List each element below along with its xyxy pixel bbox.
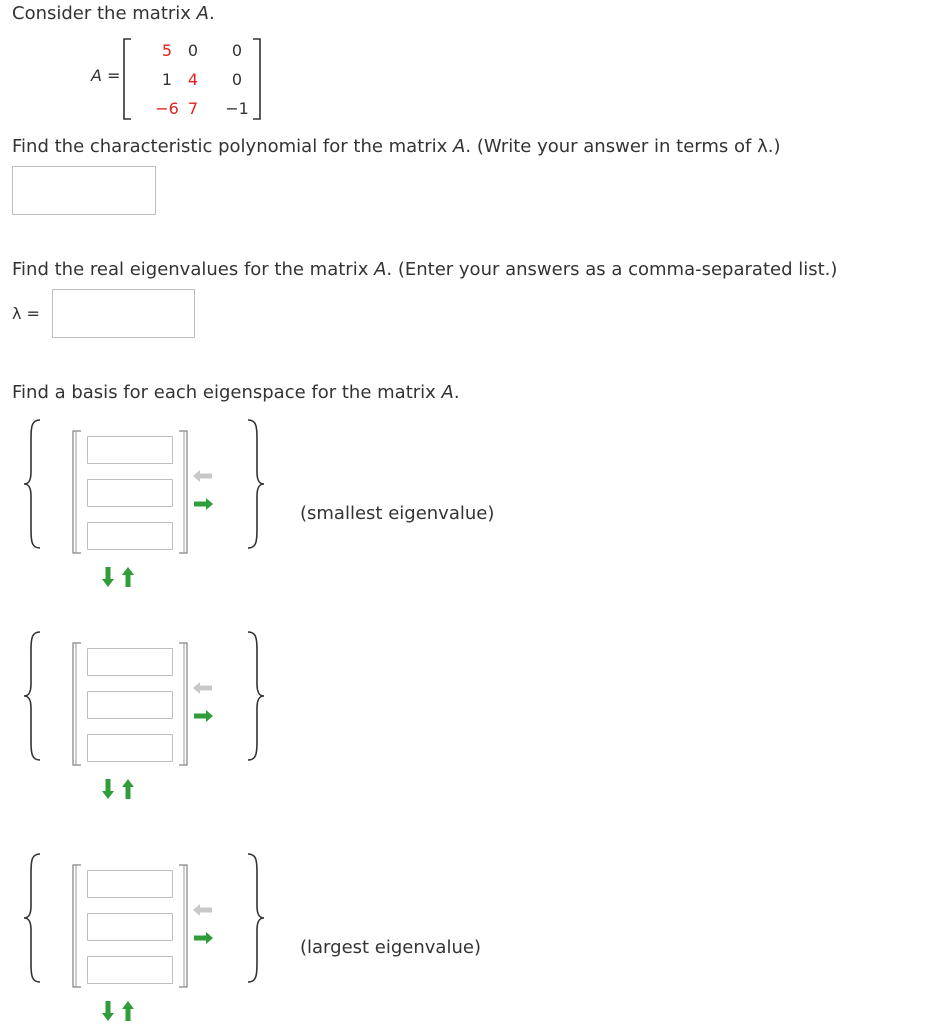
matrix-cell-r1-c2: 0 — [187, 41, 199, 60]
lambda-label — [12, 304, 40, 323]
matrix-left-bracket — [122, 38, 132, 120]
set-right-brace — [246, 630, 266, 762]
char-poly-input[interactable] — [12, 166, 156, 215]
q1-text-a: Find the characteristic polynomial for the matrix — [12, 136, 454, 157]
q3-var: A — [441, 382, 454, 403]
eigenvector-1-component-3[interactable] — [87, 522, 173, 550]
eigenvector-1-component-1[interactable] — [87, 436, 173, 464]
eigenspace-note: (smallest eigenvalue) — [300, 503, 495, 524]
set-left-brace — [22, 630, 42, 762]
q1-var: A — [453, 136, 466, 157]
set-right-brace — [246, 418, 266, 550]
eigenspace-note: (largest eigenvalue) — [300, 937, 481, 958]
q2-var: A — [374, 259, 387, 280]
add-row-arrow-icon[interactable] — [101, 1000, 115, 1022]
matrix-cell-r3-c3: −1 — [225, 99, 249, 118]
q2-text-a: Find the real eigenvalues for the matrix — [12, 259, 375, 280]
matrix-right-bracket — [252, 38, 262, 120]
intro-text — [12, 3, 215, 24]
eigenvector-3-component-3[interactable] — [87, 956, 173, 984]
q3-text-a: Find a basis for each eigenspace for the matrix — [12, 382, 442, 403]
remove-row-arrow-icon[interactable] — [121, 778, 135, 800]
add-row-arrow-icon[interactable] — [101, 566, 115, 588]
add-column-arrow-icon[interactable] — [192, 709, 214, 723]
eigenvalues-input[interactable] — [52, 289, 195, 338]
remove-column-arrow-icon[interactable] — [192, 469, 214, 483]
eigenvector-2-component-2[interactable] — [87, 691, 173, 719]
q2-text-b: . (Enter your answers as a comma-separated list.) — [386, 259, 838, 280]
lambda-label-text: λ = — [12, 304, 40, 323]
add-column-arrow-icon[interactable] — [192, 931, 214, 945]
matrix-cell-r3-c2: 7 — [187, 99, 199, 118]
question-eigenspace — [12, 382, 460, 403]
eigenvector-3-component-1[interactable] — [87, 870, 173, 898]
matrix-cell-r2-c1: 1 — [161, 70, 173, 89]
set-right-brace — [246, 852, 266, 984]
set-left-brace — [22, 418, 42, 550]
eigenvector-1-component-2[interactable] — [87, 479, 173, 507]
remove-column-arrow-icon[interactable] — [192, 903, 214, 917]
matrix-label-text: A = — [91, 66, 121, 85]
q3-text-b: . — [453, 382, 460, 403]
add-row-arrow-icon[interactable] — [101, 778, 115, 800]
question-eigenvalues — [12, 259, 837, 280]
matrix-cell-r1-c3: 0 — [231, 41, 243, 60]
matrix-cell-r2-c2: 4 — [187, 70, 199, 89]
intro-var: A — [196, 3, 209, 24]
intro-end: . — [208, 3, 215, 24]
eigenvector-3-component-2[interactable] — [87, 913, 173, 941]
add-column-arrow-icon[interactable] — [192, 497, 214, 511]
matrix-label — [91, 66, 120, 85]
remove-row-arrow-icon[interactable] — [121, 1000, 135, 1022]
matrix-cell-r2-c3: 0 — [231, 70, 243, 89]
question-char-poly — [12, 136, 780, 157]
eigenvector-2-component-1[interactable] — [87, 648, 173, 676]
set-left-brace — [22, 852, 42, 984]
matrix-cell-r1-c1: 5 — [161, 41, 173, 60]
remove-column-arrow-icon[interactable] — [192, 681, 214, 695]
matrix-cell-r3-c1: −6 — [155, 99, 179, 118]
q1-text-b: . (Write your answer in terms of λ.) — [465, 136, 781, 157]
intro-text-a: Consider the matrix — [12, 3, 197, 24]
eigenvector-2-component-3[interactable] — [87, 734, 173, 762]
remove-row-arrow-icon[interactable] — [121, 566, 135, 588]
